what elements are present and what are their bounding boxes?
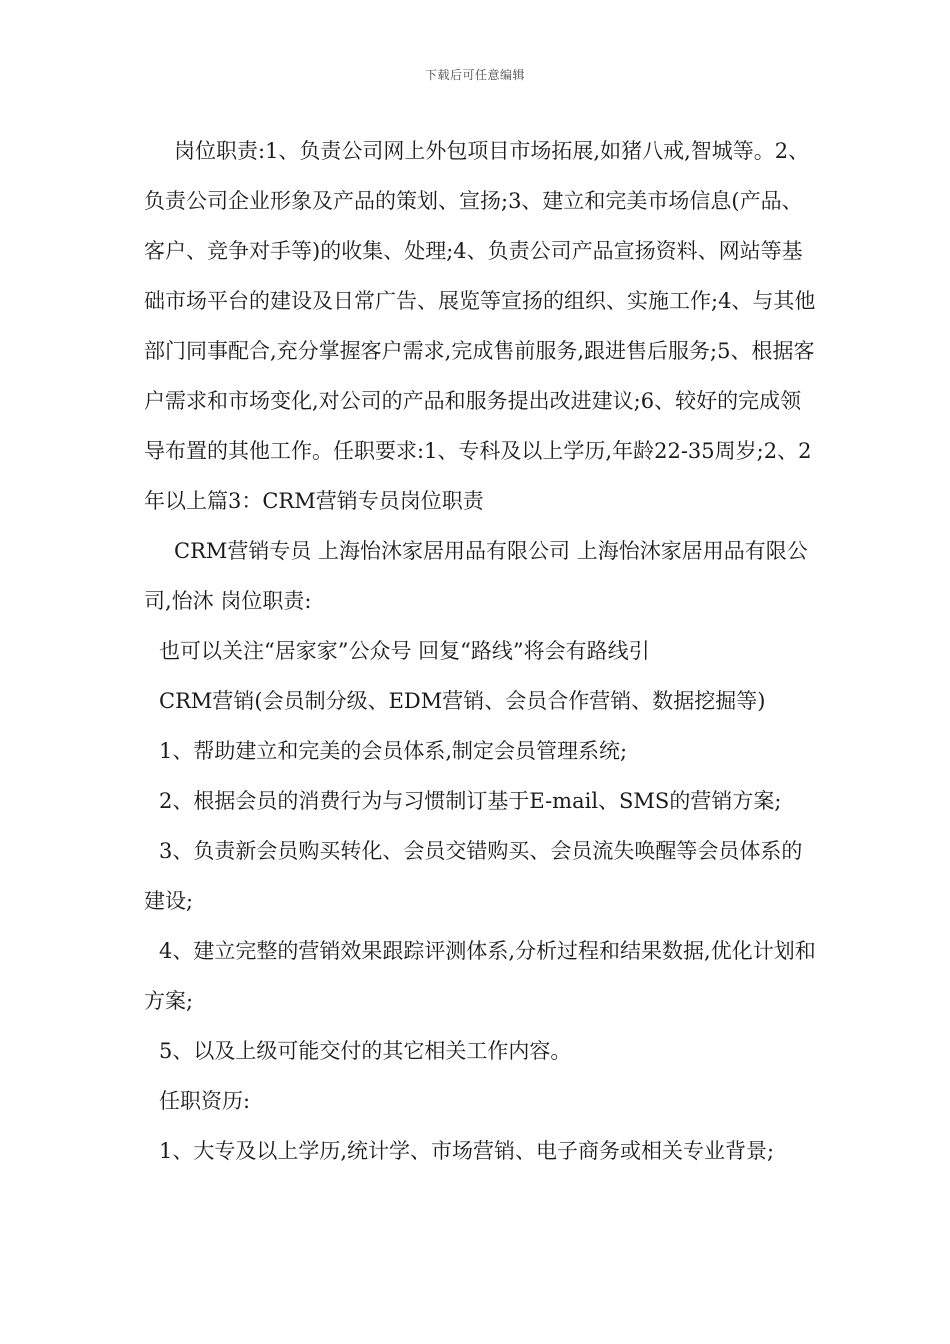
page-header: 下载后可任意编辑: [424, 68, 525, 82]
paragraph-qualifications-heading: 任职资历:: [159, 1089, 251, 1113]
paragraph-item-3: 3、负责新会员购买转化、会员交错购买、会员流失唤醒等会员体系的建设;: [144, 839, 803, 913]
paragraph-qualification-1: 1、大专及以上学历,统计学、市场营销、电子商务或相关专业背景;: [159, 1139, 775, 1163]
document-body: [144, 126, 816, 1176]
paragraph-item-2: 2、根据会员的消费行为与习惯制订基于E-mail、SMS的营销方案;: [159, 789, 782, 813]
paragraph-job-duties: 岗位职责:1、负责公司网上外包项目市场拓展,如猪八戒,智城等。2、负责公司企业形象及产品的策划、宣扬;3、建立和完美市场信息(产品、客户、竞争对手等)的收集、处理;4、负责公司产品宣扬资料、网站等基础市场平台的建设及日常广告、展览等宣扬的组织、实施工作;4、与其他部门同事配合,充分掌握客户需求,完成售前服务,跟进售后服务;5、根据客户需求和市场变化,对公司的产品和服务提出改进建议;6、较好的完成领导布置的其他工作。任职要求:1、专科及以上学历,年龄22-35周岁;2、2年以上篇3：CRM营销专员岗位职责: [144, 139, 816, 513]
paragraph-crm-scope: CRM营销(会员制分级、EDM营销、会员合作营销、数据挖掘等): [159, 689, 766, 713]
paragraph-crm-title: CRM营销专员 上海怡沐家居用品有限公司 上海怡沐家居用品有限公司,怡沐 岗位职责:: [144, 539, 808, 613]
paragraph-follow-note: 也可以关注“居家家”公众号 回复“路线”将会有路线引: [159, 639, 650, 663]
paragraph-item-5: 5、以及上级可能交付的其它相关工作内容。: [159, 1039, 572, 1063]
paragraph-item-4: 4、建立完整的营销效果跟踪评测体系,分析过程和结果数据,优化计划和方案;: [144, 939, 816, 1013]
paragraph-item-1: 1、帮助建立和完美的会员体系,制定会员管理系统;: [159, 739, 628, 763]
